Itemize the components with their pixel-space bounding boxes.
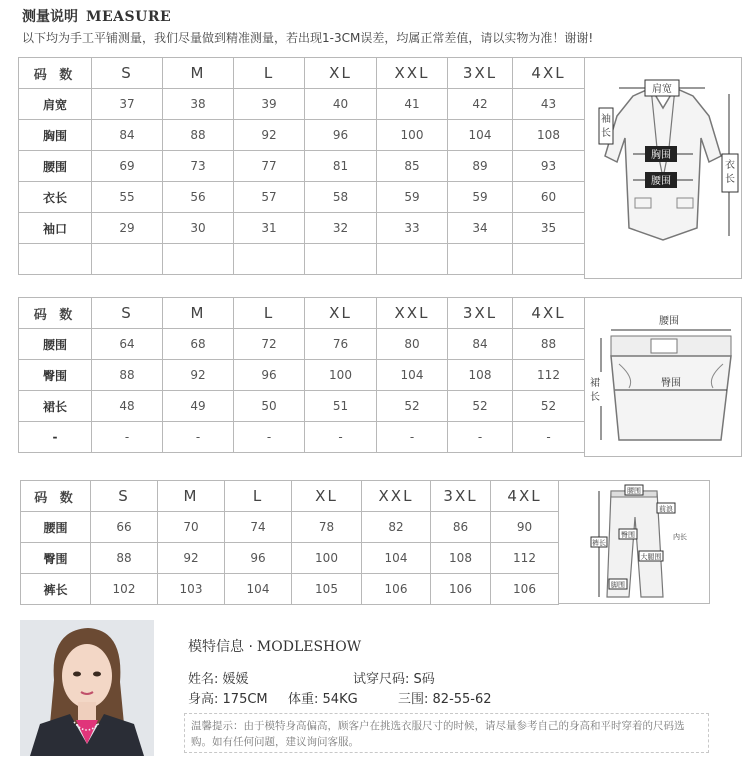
measurement-value: 60 bbox=[513, 182, 585, 213]
measurement-value bbox=[448, 244, 513, 275]
size-header: 4XL bbox=[513, 298, 585, 329]
jacket-size-header-row bbox=[19, 58, 585, 89]
measurement-value: 112 bbox=[491, 543, 559, 574]
measurement-value: 100 bbox=[377, 120, 448, 151]
measurement-value: 72 bbox=[234, 329, 305, 360]
size-header: M bbox=[158, 481, 225, 512]
label-sleeve: 袖长 bbox=[601, 114, 611, 139]
measurement-label: 胸围 bbox=[19, 120, 92, 151]
measurement-value: 73 bbox=[163, 151, 234, 182]
measurement-label: 腰围 bbox=[19, 329, 92, 360]
skirt-size-table bbox=[18, 297, 585, 453]
measurement-value: 96 bbox=[305, 120, 377, 151]
measurement-value: 88 bbox=[513, 329, 585, 360]
measurement-value: 38 bbox=[163, 89, 234, 120]
size-header: 3XL bbox=[431, 481, 491, 512]
measurement-value: 48 bbox=[92, 391, 163, 422]
model-weight-label: 体重: bbox=[288, 692, 319, 707]
measurement-value: 104 bbox=[377, 360, 448, 391]
measurement-value: 41 bbox=[377, 89, 448, 120]
size-header: L bbox=[234, 298, 305, 329]
model-height-label: 身高: bbox=[188, 692, 219, 707]
measure-header bbox=[22, 6, 742, 46]
measurement-value: 85 bbox=[377, 151, 448, 182]
measure-title bbox=[22, 6, 742, 26]
pants-drawing bbox=[559, 481, 709, 603]
measurement-value: 57 bbox=[234, 182, 305, 213]
skirt-size-header-row bbox=[19, 298, 585, 329]
measurement-value bbox=[92, 244, 163, 275]
size-row bbox=[21, 574, 559, 605]
measurement-value: 112 bbox=[513, 360, 585, 391]
model-line-1 bbox=[188, 668, 708, 688]
measurement-value: 76 bbox=[305, 329, 377, 360]
measurement-value: 42 bbox=[448, 89, 513, 120]
measurement-value: 55 bbox=[92, 182, 163, 213]
model-size-label: 试穿尺码: bbox=[353, 672, 410, 687]
measurement-label: 臀围 bbox=[19, 360, 92, 391]
model-title-en: MODLESHOW bbox=[256, 639, 362, 655]
measurement-value: 74 bbox=[225, 512, 292, 543]
model-weight-value: 54KG bbox=[322, 692, 358, 707]
measurement-value: 92 bbox=[234, 120, 305, 151]
measurement-label bbox=[19, 244, 92, 275]
measurement-label: 袖口 bbox=[19, 213, 92, 244]
jacket-illustration bbox=[584, 57, 742, 279]
measurement-value: - bbox=[234, 422, 305, 453]
measurement-value: 52 bbox=[448, 391, 513, 422]
measurement-value: - bbox=[448, 422, 513, 453]
size-row bbox=[21, 512, 559, 543]
measurement-label: - bbox=[19, 422, 92, 453]
model-title-cn: 模特信息 · bbox=[188, 639, 253, 655]
size-header: 3XL bbox=[448, 298, 513, 329]
measurement-value: 31 bbox=[234, 213, 305, 244]
measurement-value: 50 bbox=[234, 391, 305, 422]
measurement-value: 52 bbox=[377, 391, 448, 422]
size-row bbox=[19, 213, 585, 244]
size-corner-label: 码 数 bbox=[19, 58, 92, 89]
model-photo bbox=[20, 620, 154, 756]
size-header: 4XL bbox=[491, 481, 559, 512]
measurement-value: 56 bbox=[163, 182, 234, 213]
label-pants-hem: 脚围 bbox=[611, 581, 625, 589]
measurement-value: - bbox=[305, 422, 377, 453]
measurement-value: 66 bbox=[91, 512, 158, 543]
measurement-label: 裙长 bbox=[19, 391, 92, 422]
size-row bbox=[19, 422, 585, 453]
measurement-value: 37 bbox=[92, 89, 163, 120]
model-weight bbox=[288, 688, 398, 707]
model-bwh-value: 82-55-62 bbox=[432, 692, 492, 707]
measurement-value: 106 bbox=[362, 574, 431, 605]
size-row bbox=[19, 329, 585, 360]
measurement-value: 92 bbox=[158, 543, 225, 574]
measurement-value: 68 bbox=[163, 329, 234, 360]
measurement-label: 腰围 bbox=[21, 512, 91, 543]
size-header: XL bbox=[292, 481, 362, 512]
size-row bbox=[21, 543, 559, 574]
model-line-2 bbox=[188, 688, 708, 708]
pants-size-header-row bbox=[21, 481, 559, 512]
pants-size-table bbox=[20, 480, 559, 605]
skirt-illustration bbox=[584, 297, 742, 457]
measurement-value: 43 bbox=[513, 89, 585, 120]
measurement-value: 77 bbox=[234, 151, 305, 182]
measurement-value: 39 bbox=[234, 89, 305, 120]
label-pants-length: 裤长 bbox=[592, 539, 606, 547]
size-corner-label: 码 数 bbox=[19, 298, 92, 329]
measurement-value: 32 bbox=[305, 213, 377, 244]
measurement-label: 衣长 bbox=[19, 182, 92, 213]
measurement-value: 78 bbox=[292, 512, 362, 543]
warm-tip: 温馨提示：由于模特身高偏高，顾客户在挑选衣服尺寸的时候，请尽量参考自己的身高和平时穿着的尺码选购。如有任何问题，建议询问客服。 bbox=[184, 713, 709, 753]
measurement-value bbox=[377, 244, 448, 275]
measurement-value: 84 bbox=[448, 329, 513, 360]
model-title bbox=[188, 636, 708, 656]
size-header: XXL bbox=[377, 58, 448, 89]
label-skirt-waist: 腰围 bbox=[659, 316, 679, 327]
measurement-value: 69 bbox=[92, 151, 163, 182]
measurement-value: - bbox=[377, 422, 448, 453]
measurement-value: 104 bbox=[225, 574, 292, 605]
label-shoulder: 肩宽 bbox=[652, 84, 672, 95]
measurement-value: 96 bbox=[234, 360, 305, 391]
measurement-value: - bbox=[513, 422, 585, 453]
measurement-value: - bbox=[163, 422, 234, 453]
model-portrait-image bbox=[20, 620, 154, 756]
size-header: S bbox=[91, 481, 158, 512]
label-pants-thigh: 大腿围 bbox=[640, 553, 662, 561]
model-name-label: 姓名: bbox=[188, 672, 219, 687]
measure-title-cn: 测量说明 bbox=[22, 9, 78, 25]
label-pants-waist: 腰围 bbox=[627, 487, 641, 495]
measurement-value: 103 bbox=[158, 574, 225, 605]
model-height-value: 175CM bbox=[222, 692, 268, 707]
pants-illustration bbox=[558, 480, 710, 604]
label-pants-rise: 前浪 bbox=[659, 505, 673, 513]
measurement-value bbox=[234, 244, 305, 275]
measurement-value: 102 bbox=[91, 574, 158, 605]
measurement-value: 89 bbox=[448, 151, 513, 182]
measurement-value: 82 bbox=[362, 512, 431, 543]
size-header: 4XL bbox=[513, 58, 585, 89]
label-pants-inseam: 内长 bbox=[673, 533, 687, 541]
measurement-value: 88 bbox=[91, 543, 158, 574]
measurement-value: 51 bbox=[305, 391, 377, 422]
measurement-value: 108 bbox=[431, 543, 491, 574]
label-waist: 腰围 bbox=[651, 176, 671, 187]
measure-note: 以下均为手工平铺测量，我们尽量做到精准测量，若出现1-3CM误差，均属正常差值，请以实物为准！谢谢! bbox=[22, 31, 594, 45]
size-row bbox=[19, 360, 585, 391]
size-header: XL bbox=[305, 58, 377, 89]
measurement-value: 105 bbox=[292, 574, 362, 605]
size-header: M bbox=[163, 58, 234, 89]
measurement-value: 84 bbox=[92, 120, 163, 151]
size-row bbox=[19, 391, 585, 422]
measurement-label: 臀围 bbox=[21, 543, 91, 574]
measurement-value: 30 bbox=[163, 213, 234, 244]
measurement-value bbox=[305, 244, 377, 275]
label-skirt-hip: 臀围 bbox=[661, 378, 681, 389]
measurement-value: 104 bbox=[448, 120, 513, 151]
model-bwh-label: 三围: bbox=[398, 692, 429, 707]
size-header: XXL bbox=[377, 298, 448, 329]
measurement-value: 92 bbox=[163, 360, 234, 391]
label-length: 衣长 bbox=[725, 160, 735, 185]
measurement-value: 96 bbox=[225, 543, 292, 574]
measurement-value bbox=[163, 244, 234, 275]
measurement-value: 100 bbox=[305, 360, 377, 391]
size-row bbox=[19, 182, 585, 213]
model-height bbox=[188, 688, 288, 707]
measurement-value bbox=[513, 244, 585, 275]
model-info bbox=[188, 636, 708, 708]
size-header: XL bbox=[305, 298, 377, 329]
jacket-drawing bbox=[585, 58, 741, 278]
measurement-label: 腰围 bbox=[19, 151, 92, 182]
measurement-value: 108 bbox=[448, 360, 513, 391]
measurement-value: 88 bbox=[92, 360, 163, 391]
model-name-value: 媛媛 bbox=[222, 672, 249, 687]
model-size-value: S码 bbox=[413, 672, 435, 687]
size-header: S bbox=[92, 58, 163, 89]
measurement-value: 104 bbox=[362, 543, 431, 574]
model-name bbox=[188, 668, 353, 687]
measurement-value: 64 bbox=[92, 329, 163, 360]
measurement-value: 40 bbox=[305, 89, 377, 120]
measurement-value: 106 bbox=[491, 574, 559, 605]
measurement-value: 93 bbox=[513, 151, 585, 182]
model-size bbox=[353, 668, 435, 687]
jacket-size-table bbox=[18, 57, 585, 275]
label-pants-hip: 臀围 bbox=[621, 531, 635, 539]
measurement-label: 肩宽 bbox=[19, 89, 92, 120]
measurement-value: 59 bbox=[377, 182, 448, 213]
measurement-value: 52 bbox=[513, 391, 585, 422]
measurement-value: 108 bbox=[513, 120, 585, 151]
measurement-value: 88 bbox=[163, 120, 234, 151]
measurement-value: 29 bbox=[92, 213, 163, 244]
size-header: L bbox=[225, 481, 292, 512]
size-header: M bbox=[163, 298, 234, 329]
measurement-value: - bbox=[92, 422, 163, 453]
measurement-value: 34 bbox=[448, 213, 513, 244]
size-header: L bbox=[234, 58, 305, 89]
measurement-value: 49 bbox=[163, 391, 234, 422]
label-chest: 胸围 bbox=[651, 150, 671, 161]
measurement-value: 86 bbox=[431, 512, 491, 543]
measurement-value: 58 bbox=[305, 182, 377, 213]
measurement-label: 裤长 bbox=[21, 574, 91, 605]
size-row bbox=[19, 89, 585, 120]
size-header: XXL bbox=[362, 481, 431, 512]
label-skirt-length: 裙长 bbox=[590, 378, 600, 403]
measurement-value: 81 bbox=[305, 151, 377, 182]
measurement-value: 90 bbox=[491, 512, 559, 543]
measurement-value: 80 bbox=[377, 329, 448, 360]
skirt-drawing bbox=[585, 298, 741, 456]
size-corner-label: 码 数 bbox=[21, 481, 91, 512]
size-row bbox=[19, 120, 585, 151]
measure-title-en: MEASURE bbox=[86, 9, 172, 25]
measurement-value: 59 bbox=[448, 182, 513, 213]
measurement-value: 100 bbox=[292, 543, 362, 574]
size-header: 3XL bbox=[448, 58, 513, 89]
size-header: S bbox=[92, 298, 163, 329]
measurement-value: 35 bbox=[513, 213, 585, 244]
measurement-value: 70 bbox=[158, 512, 225, 543]
size-row bbox=[19, 151, 585, 182]
size-row bbox=[19, 244, 585, 275]
model-bwh bbox=[398, 688, 492, 707]
measurement-value: 33 bbox=[377, 213, 448, 244]
measurement-value: 106 bbox=[431, 574, 491, 605]
